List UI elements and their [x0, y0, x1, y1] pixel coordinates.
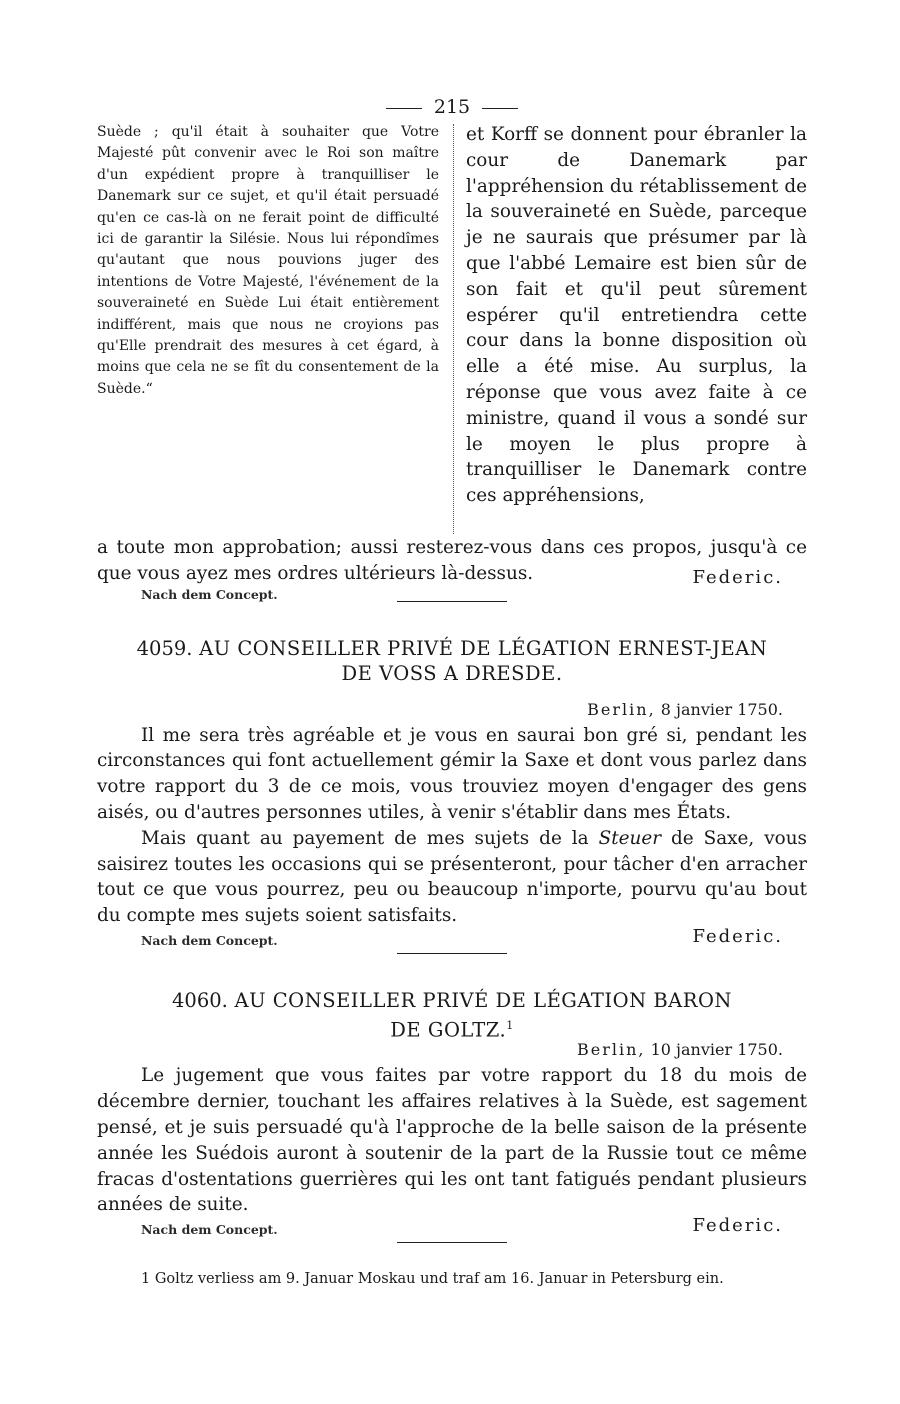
- date-city: Berlin,: [576, 1040, 646, 1060]
- dateline: [97, 700, 783, 719]
- signature: Federic.: [692, 925, 783, 947]
- footnote: [141, 1271, 807, 1287]
- paragraph-text: de Saxe, vous saisirez toutes les occasions qui se présenteront, pour tâcher d'en arracher tout ce que vous pourrez, peu ou beaucoup n'importe, pourvu qu'au bout du compte mes sujets soient satisfaits.: [97, 827, 807, 927]
- left-column-quote: [97, 122, 439, 400]
- letter-paragraph: Le jugement que vous faites par votre rapport du 18 du mois de décembre dernier, touchant les affaires relatives à la Suède, est sagement pensé, et je suis persuadé qu'à l'approche de la belle saison de la présente année les Suédois auront à soutenir de la part de la Russie tout ce même fracas d'ostentations guerrières qui les ont tant fatigués pendant plusieurs années de suite.: [97, 1065, 807, 1216]
- source-note: Nach dem Concept.: [141, 1222, 278, 1238]
- page-header: [97, 92, 807, 122]
- letter-number: 4060.: [172, 988, 228, 1012]
- heading-line-2: DE VOSS A DRESDE.: [341, 661, 563, 685]
- letter-heading: [97, 988, 807, 1013]
- letter-4059: [97, 636, 807, 954]
- signature: Federic.: [692, 566, 783, 588]
- italic-term: Steuer: [598, 827, 662, 849]
- right-column-text: et Korff se donnent pour ébranler la cour de Danemark par l'appréhension du rétablissement de la souveraineté en Suède, parceque je ne saurais que présumer par là que l'abbé Lemaire est bien sûr de son fait et qu'il peut sûrement espérer qu'il entretiendra cette cour dans la bonne disposition où elle a été mise. Au surplus, la réponse que vous avez faite à ce ministre, quand il vous a sondé sur le moyen le plus propre à tranquilliser le Danemark contre ces appréhensions,: [466, 124, 807, 507]
- signature: Federic.: [692, 1215, 783, 1237]
- letter-heading: [97, 636, 807, 661]
- heading-text: DE GOLTZ.: [390, 1018, 507, 1042]
- letter-paragraph: Il me sera très agréable et je vous en saurai bon gré si, pendant les circonstances qui font actuellement gémir la Saxe et dont vous parlez dans votre rapport du 3 de ce mois, vous trouviez moyen d'engager des gens aisés, ou d'autres personnes utiles, à venir s'établir dans mes États.: [97, 724, 807, 823]
- header-dash-left: [386, 108, 422, 109]
- heading-line-2: [97, 1013, 807, 1043]
- header-dash-right: [482, 108, 518, 109]
- heading-line-1: AU CONSEILLER PRIVÉ DE LÉGATION BARON: [234, 988, 732, 1012]
- column-divider: [453, 124, 454, 534]
- footnote-mark: 1: [141, 1271, 151, 1288]
- heading-line-1: AU CONSEILLER PRIVÉ DE LÉGATION ERNEST-JEAN: [199, 636, 768, 660]
- footnote-ref: 1: [506, 1018, 514, 1032]
- letter-4060: [97, 988, 807, 1243]
- source-note: Nach dem Concept.: [141, 932, 278, 948]
- two-column-continuation: [97, 122, 807, 534]
- left-column-text: Suède ; qu'il était à souhaiter que Votre Majesté pût convenir avec le Roi son maître d'un expédient propre à tranquilliser le Danemark sur ce sujet, et qu'il était persuadé qu'en ce cas-là on ne ferait point de difficulté ici de garantir la Silésie. Nous lui répondîmes qu'autant que nous pouvions juger des intentions de Votre Majesté, l'événement de la souveraineté en Suède Lui était entièrement indifférent, mais que nous ne croyions pas qu'Elle prendrait des mesures à cet égard, à moins que cela ne se fît du consentement de la Suède.“: [97, 124, 439, 397]
- dateline: [97, 1040, 783, 1059]
- date-city: Berlin,: [587, 699, 656, 719]
- continuation-closing: a toute mon approbation; aussi resterez-vous dans ces propos, jusqu'à ce que vous ayez mes ordres ultérieurs là-dessus.: [97, 537, 807, 584]
- section-rule: [397, 601, 507, 602]
- document-page: [97, 92, 807, 1287]
- continuation-signoff: [97, 566, 807, 602]
- source-note: Nach dem Concept.: [141, 586, 278, 602]
- footnote-text: Goltz verliess am 9. Januar Moskau und traf am 16. Januar in Petersburg ein.: [154, 1271, 724, 1288]
- paragraph-text: Mais quant au payement de mes sujets de la: [141, 827, 589, 849]
- date-text: 10 janvier 1750.: [650, 1040, 783, 1060]
- letter-signoff: [97, 925, 807, 954]
- letter-number: 4059.: [136, 636, 193, 660]
- section-rule: [397, 1242, 507, 1243]
- section-rule: [397, 953, 507, 954]
- letter-paragraph: [97, 826, 807, 929]
- date-text: 8 janvier 1750.: [660, 699, 783, 719]
- letter-signoff: [97, 1215, 807, 1243]
- right-column: [466, 122, 807, 509]
- page-number: 215: [433, 96, 471, 118]
